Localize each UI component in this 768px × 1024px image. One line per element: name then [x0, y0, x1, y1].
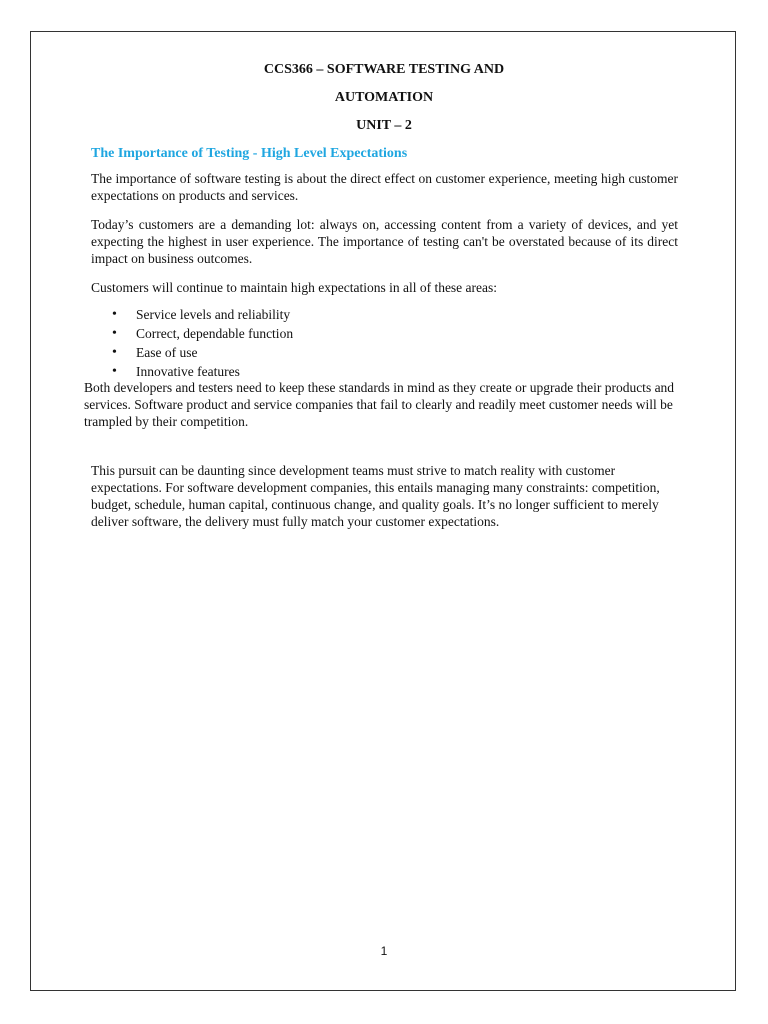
course-title: CCS366 – SOFTWARE TESTING AND: [263, 62, 505, 77]
paragraph-standards: Both developers and testers need to keep these standards in mind as they create or upgrade their products and services. Software product and service companies that fail to clearly and readily meet customer needs will be trampled by their competition.: [84, 380, 675, 429]
list-item: • Innovative features: [110, 363, 293, 382]
unit-label: UNIT – 2: [356, 118, 412, 133]
course-title-continued: AUTOMATION: [334, 90, 434, 105]
paragraph-closing: This pursuit can be daunting since development teams must strive to match reality with customer expectations. For software development companies, this entails managing many constraints: competition, budget, schedule, human capital, continuous change, and quality goals. It’s no longer sufficient to merely deliver software, the delivery must fully match your customer expectations.: [91, 463, 660, 529]
list-item: • Correct, dependable function: [110, 325, 293, 344]
section-heading: The Importance of Testing - High Level Expectations: [91, 146, 408, 161]
paragraph-intro: The importance of software testing is about the direct effect on customer experience, meeting high customer expectations on products and services.: [91, 171, 678, 203]
list-item: • Ease of use: [110, 344, 293, 363]
list-item: • Service levels and reliability: [110, 306, 293, 325]
paragraph-customers: Today’s customers are a demanding lot: always on, accessing content from a variety of devices, and yet expecting the highest in user experience. The importance of testing can't be overstated because of its direct impact on business outcomes.: [91, 217, 678, 266]
paragraph-expectations: Customers will continue to maintain high expectations in all of these areas:: [91, 280, 498, 295]
page-number: 1: [380, 944, 388, 958]
expectations-list: [110, 306, 293, 382]
